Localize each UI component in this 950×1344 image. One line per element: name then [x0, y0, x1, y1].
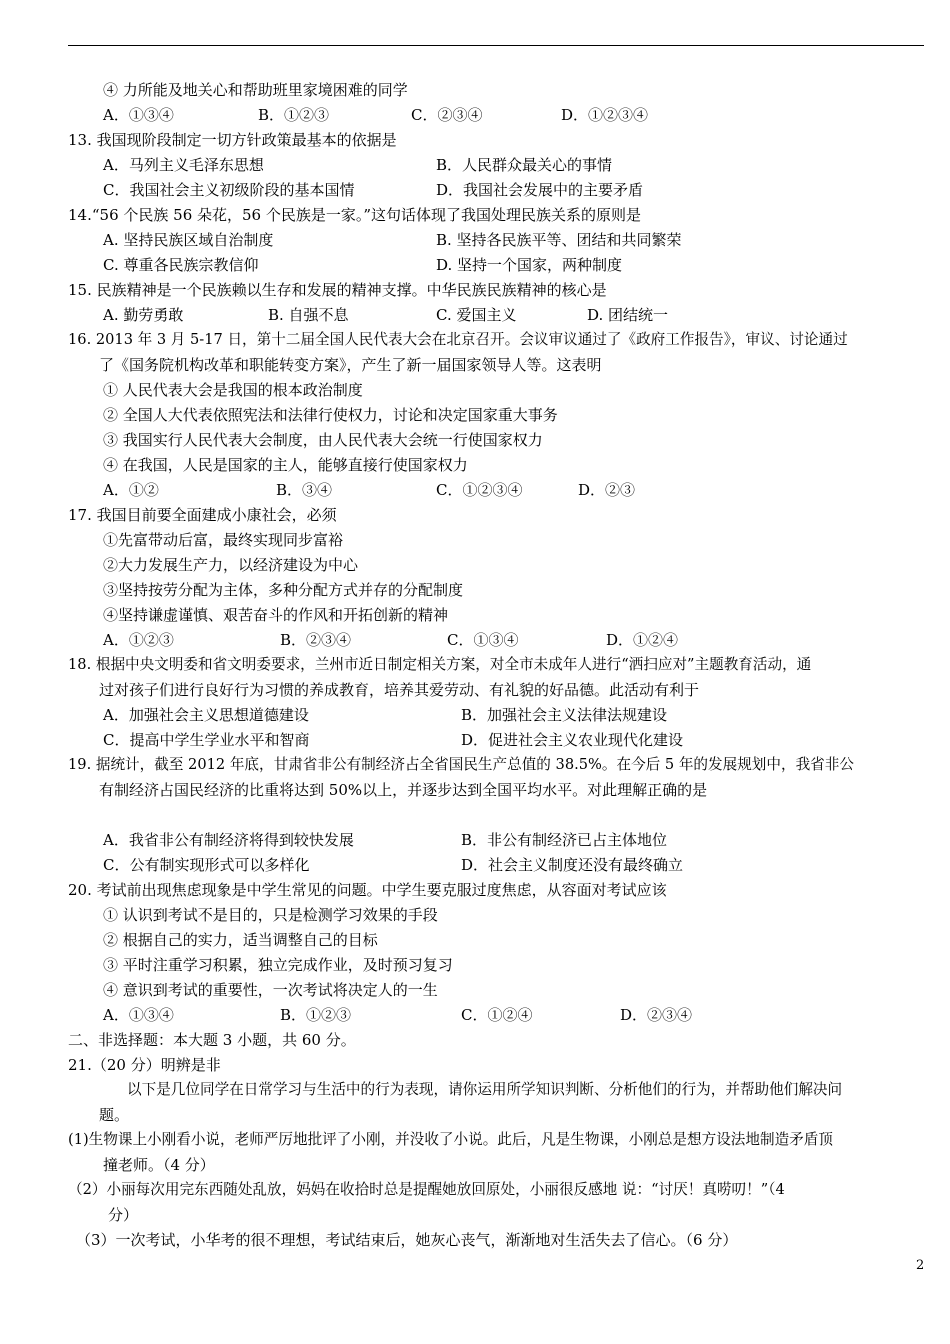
- q21-part-2-line-1: （2）小丽每次用完东西随处乱放，妈妈在收拾时总是提醒她放回原处，小丽很反感地 说：“讨厌！真唠叨！”（4: [68, 1181, 785, 1198]
- q16-option-c: C．①②③④: [436, 481, 523, 499]
- q13-option-a: A．马列主义毛泽东思想: [103, 156, 264, 174]
- q17-item-1: ①先富带动后富，最终实现同步富裕: [103, 531, 344, 549]
- q20-item-4: ④ 意识到考试的重要性，一次考试将决定人的一生: [103, 981, 438, 999]
- q12-item-4: ④ 力所能及地关心和帮助班里家境困难的同学: [103, 81, 408, 99]
- q16-item-2: ② 全国人大代表依照宪法和法律行使权力，讨论和决定国家重大事务: [103, 406, 558, 424]
- q12-option-b: B．①②③: [258, 106, 330, 124]
- q12-option-a: A．①③④: [103, 106, 174, 124]
- section-2-heading: 二、非选择题：本大题 3 小题，共 60 分。: [68, 1031, 356, 1049]
- q21-part-3: （3）一次考试，小华考的很不理想，考试结束后，她灰心丧气，渐渐地对生活失去了信心。（6 分）: [76, 1231, 738, 1249]
- page-number: 2: [916, 1258, 925, 1273]
- q20-option-a: A．①③④: [103, 1006, 174, 1024]
- q20-item-1: ① 认识到考试不是目的，只是检测学习效果的手段: [103, 906, 438, 924]
- q16-stem-line-2: 了《国务院机构改革和职能转变方案》，产生了新一届国家领导人等。这表明: [99, 356, 602, 374]
- q21-part-2-line-2: 分）: [108, 1206, 139, 1224]
- q21-intro-line-2: 题。: [99, 1106, 130, 1124]
- q13-stem: 13. 我国现阶段制定一切方针政策最基本的依据是: [68, 131, 397, 149]
- q16-option-a: A．①②: [103, 481, 159, 499]
- q17-option-b: B．②③④: [280, 631, 352, 649]
- q16-option-d: D．②③: [578, 481, 636, 499]
- q20-option-d: D．②③④: [620, 1006, 693, 1024]
- q21-intro-line-1: 以下是几位同学在日常学习与生活中的行为表现，请你运用所学知识判断、分析他们的行为，并帮助他们解决问: [127, 1081, 843, 1098]
- q14-option-c: C. 尊重各民族宗教信仰: [103, 256, 259, 274]
- q17-option-d: D．①②④: [606, 631, 679, 649]
- q20-option-c: C．①②④: [461, 1006, 533, 1024]
- q17-item-4: ④坚持谦虚谨慎、艰苦奋斗的作风和开拓创新的精神: [103, 606, 449, 624]
- q16-item-1: ① 人民代表大会是我国的根本政治制度: [103, 381, 363, 399]
- q15-option-a: A. 勤劳勇敢: [103, 306, 184, 324]
- q15-option-c: C. 爱国主义: [436, 306, 517, 324]
- q16-item-3: ③ 我国实行人民代表大会制度，由人民代表大会统一行使国家权力: [103, 431, 543, 449]
- q18-stem-line-2: 过对孩子们进行良好行为习惯的养成教育，培养其爱劳动、有礼貌的好品德。此活动有利于: [99, 681, 700, 699]
- q12-option-d: D．①②③④: [561, 106, 649, 124]
- q21-title: 21.（20 分）明辨是非: [68, 1056, 221, 1074]
- q18-option-a: A．加强社会主义思想道德建设: [103, 706, 309, 724]
- q16-stem-line-1: 16. 2013 年 3 月 5-17 日，第十二届全国人民代表大会在北京召开。会议审议通过了《政府工作报告》，审议、讨论通过: [68, 331, 848, 348]
- q14-option-b: B. 坚持各民族平等、团结和共同繁荣: [436, 231, 682, 249]
- q13-option-d: D．我国社会发展中的主要矛盾: [436, 181, 644, 199]
- q16-item-4: ④ 在我国，人民是国家的主人，能够直接行使国家权力: [103, 456, 468, 474]
- q17-option-a: A．①②③: [103, 631, 174, 649]
- q18-stem-line-1: 18. 根据中央文明委和省文明委要求，兰州市近日制定相关方案，对全市未成年人进行“洒扫应对”主题教育活动，通: [68, 656, 812, 673]
- q12-option-c: C．②③④: [411, 106, 483, 124]
- header-rule: [68, 45, 924, 46]
- q20-stem: 20. 考试前出现焦虑现象是中学生常见的问题。中学生要克服过度焦虑，从容面对考试应该: [68, 881, 667, 899]
- q18-option-c: C．提高中学生学业水平和智商: [103, 731, 310, 749]
- q14-option-d: D. 坚持一个国家，两种制度: [436, 256, 623, 274]
- q13-option-c: C．我国社会主义初级阶段的基本国情: [103, 181, 355, 199]
- q21-part-1-line-1: (1)生物课上小刚看小说，老师严厉地批评了小刚，并没收了小说。此后，凡是生物课，小刚总是想方设法地制造矛盾顶: [68, 1131, 833, 1148]
- q19-stem-line-2: 有制经济占国民经济的比重将达到 50%以上，并逐步达到全国平均水平。对此理解正确的是: [99, 781, 708, 799]
- q19-stem-line-1: 19. 据统计，截至 2012 年底，甘肃省非公有制经济占全省国民生产总值的 38.5%。在今后 5 年的发展规划中，我省非公: [68, 756, 854, 773]
- q17-stem: 17. 我国目前要全面建成小康社会，必须: [68, 506, 337, 524]
- q14-stem: 14.“56 个民族 56 朵花，56 个民族是一家。”这句话体现了我国处理民族关系的原则是: [68, 206, 642, 224]
- q15-stem: 15. 民族精神是一个民族赖以生存和发展的精神支撑。中华民族民族精神的核心是: [68, 281, 607, 299]
- q19-option-a: A．我省非公有制经济将得到较快发展: [103, 831, 354, 849]
- q21-part-1-line-2: 撞老师。（4 分）: [103, 1156, 215, 1174]
- q15-option-b: B. 自强不息: [268, 306, 349, 324]
- q19-option-d: D．社会主义制度还没有最终确立: [461, 856, 684, 874]
- q13-option-b: B．人民群众最关心的事情: [436, 156, 613, 174]
- q20-item-3: ③ 平时注重学习积累，独立完成作业，及时预习复习: [103, 956, 453, 974]
- q20-item-2: ② 根据自己的实力，适当调整自己的目标: [103, 931, 378, 949]
- q19-option-c: C．公有制实现形式可以多样化: [103, 856, 310, 874]
- q18-option-b: B．加强社会主义法律法规建设: [461, 706, 668, 724]
- q17-option-c: C．①③④: [447, 631, 519, 649]
- q18-option-d: D．促进社会主义农业现代化建设: [461, 731, 684, 749]
- q14-option-a: A. 坚持民族区域自治制度: [103, 231, 274, 249]
- q15-option-d: D. 团结统一: [587, 306, 669, 324]
- q19-option-b: B．非公有制经济已占主体地位: [461, 831, 668, 849]
- q17-item-3: ③坚持按劳分配为主体，多种分配方式并存的分配制度: [103, 581, 464, 599]
- q20-option-b: B．①②③: [280, 1006, 352, 1024]
- q17-item-2: ②大力发展生产力，以经济建设为中心: [103, 556, 359, 574]
- q16-option-b: B．③④: [276, 481, 333, 499]
